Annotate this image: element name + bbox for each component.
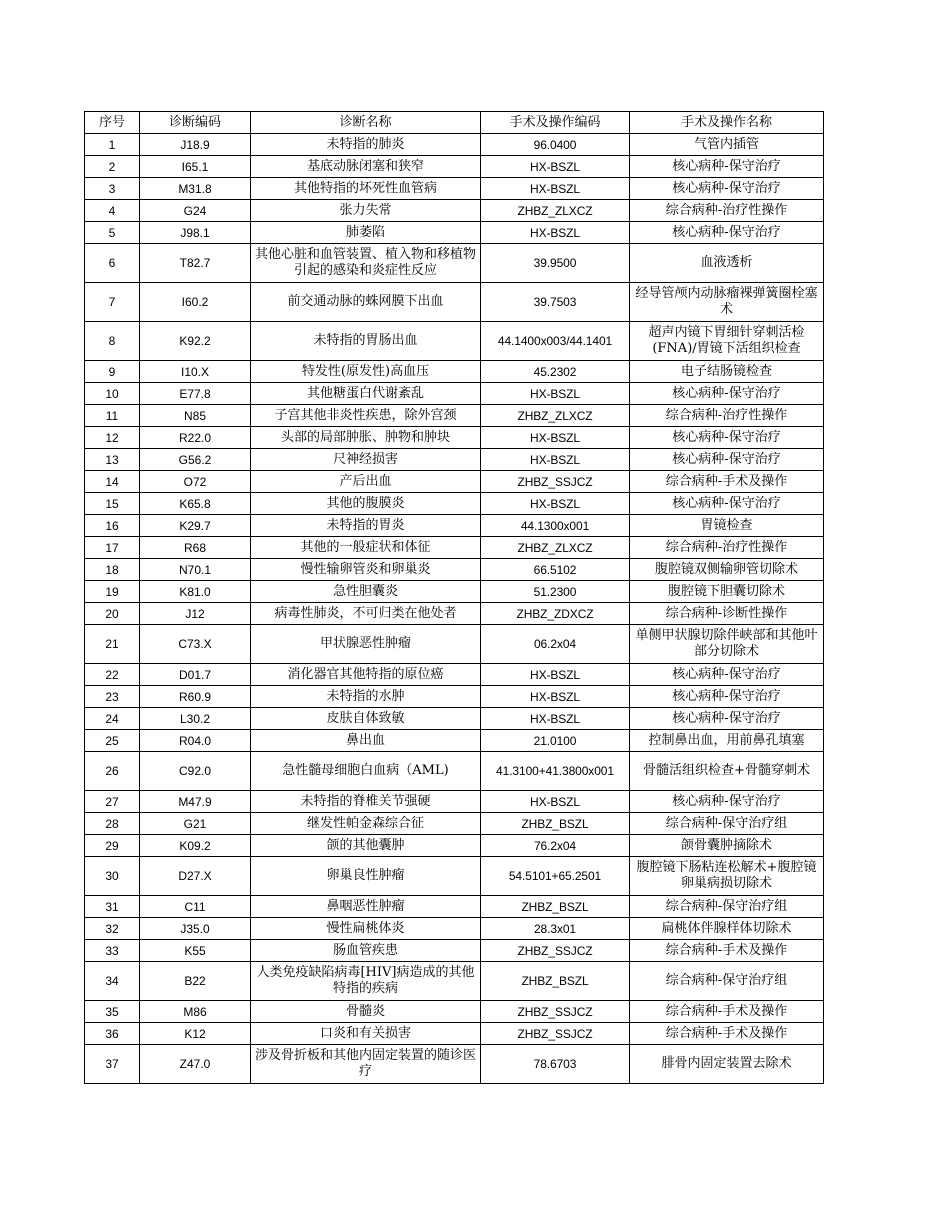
cell-procedure-code: ZHBZ_BSZL [481, 896, 630, 918]
cell-procedure-code: ZHBZ_ZDXCZ [481, 603, 630, 625]
cell-diagnosis-name: 未特指的胃肠出血 [251, 322, 481, 361]
cell-index: 28 [85, 813, 140, 835]
cell-index: 34 [85, 962, 140, 1001]
cell-procedure-code: 44.1300x001 [481, 515, 630, 537]
cell-diagnosis-name: 皮肤自体致敏 [251, 708, 481, 730]
cell-diagnosis-code: I10.X [140, 361, 251, 383]
cell-procedure-name: 电子结肠镜检查 [630, 361, 824, 383]
cell-procedure-code: 21.0100 [481, 730, 630, 752]
cell-diagnosis-code: T82.7 [140, 244, 251, 283]
cell-diagnosis-name: 口炎和有关损害 [251, 1023, 481, 1045]
table-row [85, 686, 824, 708]
cell-procedure-name: 胃镜检查 [630, 515, 824, 537]
cell-diagnosis-name: 鼻咽恶性肿瘤 [251, 896, 481, 918]
cell-index: 23 [85, 686, 140, 708]
table-body [85, 134, 824, 1084]
cell-procedure-name: 核心病种-保守治疗 [630, 686, 824, 708]
table-row [85, 222, 824, 244]
cell-diagnosis-code: M86 [140, 1001, 251, 1023]
cell-procedure-name: 血液透析 [630, 244, 824, 283]
cell-index: 2 [85, 156, 140, 178]
cell-diagnosis-name: 慢性输卵管炎和卵巢炎 [251, 559, 481, 581]
cell-procedure-name: 单侧甲状腺切除伴峡部和其他叶部分切除术 [630, 625, 824, 664]
cell-diagnosis-code: I60.2 [140, 283, 251, 322]
cell-procedure-code: ZHBZ_SSJCZ [481, 1001, 630, 1023]
cell-diagnosis-code: K12 [140, 1023, 251, 1045]
cell-diagnosis-code: R22.0 [140, 427, 251, 449]
cell-diagnosis-code: M47.9 [140, 791, 251, 813]
cell-procedure-name: 综合病种-手术及操作 [630, 1023, 824, 1045]
cell-procedure-code: HX-BSZL [481, 383, 630, 405]
cell-index: 8 [85, 322, 140, 361]
table-header-row [85, 112, 824, 134]
cell-index: 17 [85, 537, 140, 559]
table-row [85, 581, 824, 603]
cell-procedure-code: ZHBZ_SSJCZ [481, 940, 630, 962]
cell-index: 27 [85, 791, 140, 813]
table-row [85, 896, 824, 918]
cell-diagnosis-code: C11 [140, 896, 251, 918]
cell-diagnosis-code: B22 [140, 962, 251, 1001]
cell-procedure-name: 腹腔镜下肠粘连松解术+腹腔镜卵巢病损切除术 [630, 857, 824, 896]
cell-index: 16 [85, 515, 140, 537]
table-row [85, 405, 824, 427]
cell-index: 37 [85, 1045, 140, 1084]
cell-index: 33 [85, 940, 140, 962]
table-row [85, 559, 824, 581]
cell-diagnosis-code: G21 [140, 813, 251, 835]
cell-index: 9 [85, 361, 140, 383]
cell-diagnosis-name: 急性髓母细胞白血病（AML) [251, 752, 481, 791]
cell-procedure-code: 66.5102 [481, 559, 630, 581]
cell-procedure-code: HX-BSZL [481, 664, 630, 686]
cell-index: 7 [85, 283, 140, 322]
table-row [85, 603, 824, 625]
cell-diagnosis-name: 未特指的脊椎关节强硬 [251, 791, 481, 813]
cell-index: 26 [85, 752, 140, 791]
cell-index: 25 [85, 730, 140, 752]
cell-procedure-name: 控制鼻出血，用前鼻孔填塞 [630, 730, 824, 752]
cell-diagnosis-name: 消化器官其他特指的原位癌 [251, 664, 481, 686]
diagnosis-procedure-table-container [84, 111, 824, 1084]
cell-diagnosis-code: R60.9 [140, 686, 251, 708]
table-row [85, 835, 824, 857]
table-row [85, 918, 824, 940]
cell-index: 6 [85, 244, 140, 283]
cell-diagnosis-code: N85 [140, 405, 251, 427]
cell-diagnosis-name: 特发性(原发性)高血压 [251, 361, 481, 383]
cell-diagnosis-name: 其他心脏和血管装置、植入物和移植物引起的感染和炎症性反应 [251, 244, 481, 283]
cell-procedure-name: 腹腔镜双侧输卵管切除术 [630, 559, 824, 581]
cell-procedure-code: 41.3100+41.3800x001 [481, 752, 630, 791]
cell-procedure-name: 核心病种-保守治疗 [630, 178, 824, 200]
cell-procedure-code: HX-BSZL [481, 449, 630, 471]
cell-diagnosis-name: 未特指的胃炎 [251, 515, 481, 537]
cell-diagnosis-code: O72 [140, 471, 251, 493]
table-row [85, 427, 824, 449]
cell-procedure-name: 综合病种-治疗性操作 [630, 200, 824, 222]
table-row [85, 244, 824, 283]
cell-procedure-name: 核心病种-保守治疗 [630, 708, 824, 730]
cell-diagnosis-name: 其他糖蛋白代谢紊乱 [251, 383, 481, 405]
cell-procedure-name: 骨髓活组织检查+骨髓穿刺术 [630, 752, 824, 791]
cell-procedure-code: HX-BSZL [481, 222, 630, 244]
cell-procedure-code: ZHBZ_BSZL [481, 962, 630, 1001]
cell-index: 24 [85, 708, 140, 730]
cell-diagnosis-name: 鼻出血 [251, 730, 481, 752]
cell-procedure-code: 44.1400x003/44.1401 [481, 322, 630, 361]
cell-index: 30 [85, 857, 140, 896]
cell-procedure-name: 核心病种-保守治疗 [630, 156, 824, 178]
cell-procedure-name: 综合病种-保守治疗组 [630, 813, 824, 835]
cell-diagnosis-code: G24 [140, 200, 251, 222]
cell-diagnosis-code: I65.1 [140, 156, 251, 178]
table-row [85, 1023, 824, 1045]
table-row [85, 283, 824, 322]
cell-diagnosis-code: L30.2 [140, 708, 251, 730]
table-row [85, 813, 824, 835]
cell-diagnosis-code: J35.0 [140, 918, 251, 940]
cell-procedure-name: 核心病种-保守治疗 [630, 427, 824, 449]
cell-index: 3 [85, 178, 140, 200]
cell-diagnosis-code: Z47.0 [140, 1045, 251, 1084]
cell-index: 35 [85, 1001, 140, 1023]
cell-procedure-name: 核心病种-保守治疗 [630, 493, 824, 515]
cell-diagnosis-name: 甲状腺恶性肿瘤 [251, 625, 481, 664]
cell-diagnosis-code: J98.1 [140, 222, 251, 244]
cell-procedure-code: 39.7503 [481, 283, 630, 322]
cell-procedure-code: ZHBZ_ZLXCZ [481, 200, 630, 222]
table-row [85, 361, 824, 383]
cell-index: 4 [85, 200, 140, 222]
cell-diagnosis-code: D27.X [140, 857, 251, 896]
cell-diagnosis-name: 尺神经损害 [251, 449, 481, 471]
cell-diagnosis-name: 其他特指的坏死性血管病 [251, 178, 481, 200]
table-row [85, 1001, 824, 1023]
cell-diagnosis-name: 肠血管疾患 [251, 940, 481, 962]
cell-diagnosis-name: 子宫其他非炎性疾患，除外宫颈 [251, 405, 481, 427]
cell-index: 32 [85, 918, 140, 940]
cell-diagnosis-code: J18.9 [140, 134, 251, 156]
cell-diagnosis-code: K92.2 [140, 322, 251, 361]
cell-diagnosis-name: 基底动脉闭塞和狭窄 [251, 156, 481, 178]
cell-procedure-name: 核心病种-保守治疗 [630, 383, 824, 405]
cell-procedure-code: 54.5101+65.2501 [481, 857, 630, 896]
cell-procedure-code: 45.2302 [481, 361, 630, 383]
cell-diagnosis-name: 骨髓炎 [251, 1001, 481, 1023]
cell-procedure-code: HX-BSZL [481, 708, 630, 730]
cell-procedure-name: 核心病种-保守治疗 [630, 449, 824, 471]
cell-procedure-code: HX-BSZL [481, 791, 630, 813]
table-row [85, 791, 824, 813]
cell-index: 13 [85, 449, 140, 471]
cell-diagnosis-name: 卵巢良性肿瘤 [251, 857, 481, 896]
cell-diagnosis-code: R04.0 [140, 730, 251, 752]
cell-diagnosis-name: 颌的其他囊肿 [251, 835, 481, 857]
cell-diagnosis-code: K65.8 [140, 493, 251, 515]
cell-index: 5 [85, 222, 140, 244]
table-row [85, 708, 824, 730]
cell-procedure-code: HX-BSZL [481, 178, 630, 200]
cell-index: 21 [85, 625, 140, 664]
cell-procedure-name: 腹腔镜下胆囊切除术 [630, 581, 824, 603]
cell-procedure-code: ZHBZ_ZLXCZ [481, 537, 630, 559]
diagnosis-procedure-table [84, 111, 824, 1084]
table-row [85, 752, 824, 791]
cell-procedure-code: 76.2x04 [481, 835, 630, 857]
cell-procedure-name: 颌骨囊肿摘除术 [630, 835, 824, 857]
cell-diagnosis-name: 未特指的水肿 [251, 686, 481, 708]
cell-diagnosis-name: 继发性帕金森综合征 [251, 813, 481, 835]
cell-procedure-code: ZHBZ_SSJCZ [481, 471, 630, 493]
cell-diagnosis-name: 慢性扁桃体炎 [251, 918, 481, 940]
cell-procedure-code: 28.3x01 [481, 918, 630, 940]
cell-index: 12 [85, 427, 140, 449]
cell-diagnosis-code: G56.2 [140, 449, 251, 471]
cell-procedure-name: 综合病种-保守治疗组 [630, 962, 824, 1001]
cell-procedure-name: 综合病种-治疗性操作 [630, 405, 824, 427]
cell-procedure-code: HX-BSZL [481, 493, 630, 515]
cell-procedure-name: 核心病种-保守治疗 [630, 222, 824, 244]
cell-index: 29 [85, 835, 140, 857]
table-row [85, 471, 824, 493]
cell-procedure-name: 综合病种-诊断性操作 [630, 603, 824, 625]
table-row [85, 178, 824, 200]
table-row [85, 200, 824, 222]
cell-procedure-code: 96.0400 [481, 134, 630, 156]
cell-index: 36 [85, 1023, 140, 1045]
cell-procedure-code: 51.2300 [481, 581, 630, 603]
table-row [85, 730, 824, 752]
cell-diagnosis-code: K29.7 [140, 515, 251, 537]
cell-procedure-code: HX-BSZL [481, 427, 630, 449]
cell-procedure-name: 气管内插管 [630, 134, 824, 156]
table-row [85, 515, 824, 537]
cell-procedure-name: 核心病种-保守治疗 [630, 791, 824, 813]
table-row [85, 156, 824, 178]
cell-procedure-name: 综合病种-手术及操作 [630, 1001, 824, 1023]
cell-procedure-name: 核心病种-保守治疗 [630, 664, 824, 686]
cell-procedure-code: 39.9500 [481, 244, 630, 283]
cell-diagnosis-name: 其他的一般症状和体征 [251, 537, 481, 559]
cell-procedure-name: 经导管颅内动脉瘤裸弹簧圈栓塞术 [630, 283, 824, 322]
cell-procedure-code: 06.2x04 [481, 625, 630, 664]
table-row [85, 962, 824, 1001]
cell-procedure-code: ZHBZ_BSZL [481, 813, 630, 835]
cell-procedure-name: 综合病种-手术及操作 [630, 940, 824, 962]
table-row [85, 664, 824, 686]
cell-index: 18 [85, 559, 140, 581]
cell-diagnosis-code: E77.8 [140, 383, 251, 405]
cell-diagnosis-name: 肺萎陷 [251, 222, 481, 244]
header-diagnosis-name: 诊断名称 [251, 112, 481, 134]
cell-diagnosis-code: K55 [140, 940, 251, 962]
cell-diagnosis-code: R68 [140, 537, 251, 559]
table-row [85, 537, 824, 559]
header-diagnosis-code: 诊断编码 [140, 112, 251, 134]
table-row [85, 322, 824, 361]
cell-procedure-name: 超声内镜下胃细针穿刺活检(FNA)/胃镜下活组织检查 [630, 322, 824, 361]
cell-diagnosis-name: 产后出血 [251, 471, 481, 493]
cell-procedure-name: 综合病种-保守治疗组 [630, 896, 824, 918]
header-index: 序号 [85, 112, 140, 134]
cell-diagnosis-code: M31.8 [140, 178, 251, 200]
cell-diagnosis-code: K81.0 [140, 581, 251, 603]
cell-diagnosis-name: 未特指的肺炎 [251, 134, 481, 156]
cell-diagnosis-name: 头部的局部肿胀、肿物和肿块 [251, 427, 481, 449]
cell-diagnosis-name: 前交通动脉的蛛网膜下出血 [251, 283, 481, 322]
cell-diagnosis-name: 张力失常 [251, 200, 481, 222]
header-procedure-name: 手术及操作名称 [630, 112, 824, 134]
cell-diagnosis-name: 急性胆囊炎 [251, 581, 481, 603]
cell-index: 15 [85, 493, 140, 515]
cell-index: 10 [85, 383, 140, 405]
table-row [85, 383, 824, 405]
cell-procedure-name: 扁桃体伴腺样体切除术 [630, 918, 824, 940]
cell-diagnosis-code: D01.7 [140, 664, 251, 686]
cell-diagnosis-code: J12 [140, 603, 251, 625]
cell-diagnosis-code: N70.1 [140, 559, 251, 581]
table-row [85, 1045, 824, 1084]
cell-index: 1 [85, 134, 140, 156]
cell-procedure-code: ZHBZ_ZLXCZ [481, 405, 630, 427]
cell-diagnosis-code: C73.X [140, 625, 251, 664]
cell-diagnosis-code: K09.2 [140, 835, 251, 857]
cell-procedure-name: 综合病种-手术及操作 [630, 471, 824, 493]
cell-procedure-code: 78.6703 [481, 1045, 630, 1084]
cell-procedure-code: HX-BSZL [481, 686, 630, 708]
cell-diagnosis-name: 涉及骨折板和其他内固定装置的随诊医疗 [251, 1045, 481, 1084]
cell-procedure-name: 综合病种-治疗性操作 [630, 537, 824, 559]
table-row [85, 493, 824, 515]
cell-index: 19 [85, 581, 140, 603]
header-procedure-code: 手术及操作编码 [481, 112, 630, 134]
table-row [85, 857, 824, 896]
cell-index: 22 [85, 664, 140, 686]
cell-index: 31 [85, 896, 140, 918]
table-row [85, 134, 824, 156]
cell-diagnosis-name: 其他的腹膜炎 [251, 493, 481, 515]
table-row [85, 940, 824, 962]
cell-procedure-code: HX-BSZL [481, 156, 630, 178]
cell-diagnosis-code: C92.0 [140, 752, 251, 791]
table-row [85, 449, 824, 471]
cell-procedure-name: 腓骨内固定装置去除术 [630, 1045, 824, 1084]
table-row [85, 625, 824, 664]
cell-procedure-code: ZHBZ_SSJCZ [481, 1023, 630, 1045]
cell-diagnosis-name: 病毒性肺炎，不可归类在他处者 [251, 603, 481, 625]
cell-index: 14 [85, 471, 140, 493]
cell-index: 11 [85, 405, 140, 427]
cell-diagnosis-name: 人类免疫缺陷病毒[HIV]病造成的其他特指的疾病 [251, 962, 481, 1001]
cell-index: 20 [85, 603, 140, 625]
